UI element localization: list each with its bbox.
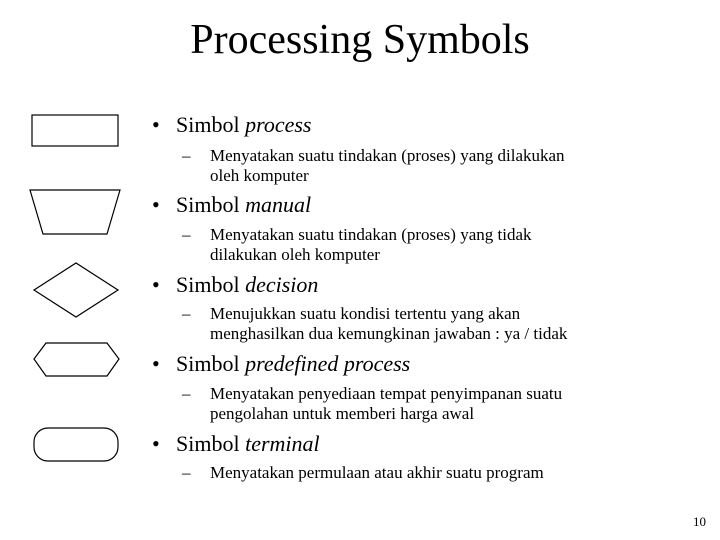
description-line: dilakukan oleh komputer [210,245,380,264]
description-line: Menyatakan penyediaan tempat penyimpanan suatu [210,384,563,403]
item-label: Simbol [176,351,246,376]
item-label: Simbol [176,192,246,217]
bullet-item-process [152,112,311,138]
bullet-item-manual [152,192,311,218]
dash-icon: – [182,384,191,403]
bullet-item-terminal [152,431,320,457]
item-label-italic: decision [245,272,319,297]
item-label-italic: process [245,112,312,137]
decision-diamond-icon [34,263,118,317]
bullet-icon: • [152,192,160,217]
item-label-italic: manual [245,192,312,217]
dash-icon: – [182,463,191,482]
predefined-process-hexagon-icon [34,343,119,376]
description-line: menghasilkan dua kemungkinan jawaban : ya / tidak [210,324,568,343]
item-label: Simbol [176,431,246,456]
item-label: Simbol [176,112,246,137]
dash-icon: – [182,304,191,323]
description-line: Menyatakan suatu tindakan (proses) yang tidak [210,225,532,244]
bullet-item-predefined-process [152,351,410,377]
page-number: 10 [693,514,706,529]
bullet-icon: • [152,272,160,297]
dash-icon: – [182,225,191,244]
item-label-italic: terminal [245,431,320,456]
bullet-icon: • [152,431,160,456]
item-label-italic: predefined process [245,351,411,376]
description-line: Menyatakan permulaan atau akhir suatu program [210,463,544,482]
description-line: oleh komputer [210,166,309,185]
description-line: Menyatakan suatu tindakan (proses) yang dilakukan [210,146,565,165]
bullet-icon: • [152,351,160,376]
slide-title: Processing Symbols [190,17,530,63]
bullet-icon: • [152,112,160,137]
bullet-item-decision [152,272,318,298]
manual-trapezoid-icon [30,190,120,234]
item-label: Simbol [176,272,246,297]
terminal-rounded-rect-icon [34,428,118,461]
description-line: pengolahan untuk memberi harga awal [210,404,475,423]
process-rectangle-icon [32,115,118,146]
dash-icon: – [182,146,191,165]
description-line: Menujukkan suatu kondisi tertentu yang akan [210,304,521,323]
